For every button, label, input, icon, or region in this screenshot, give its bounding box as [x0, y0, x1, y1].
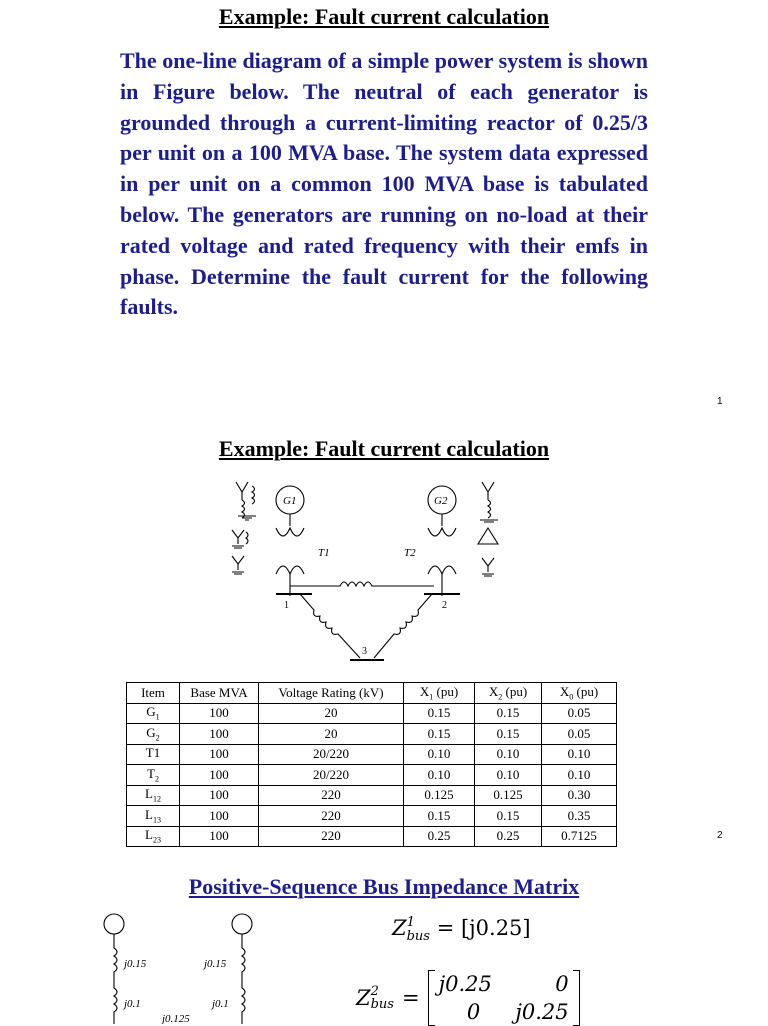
cell-voltage: 20/220: [259, 744, 404, 765]
page-number: 1: [717, 396, 723, 407]
col-voltage: Voltage Rating (kV): [259, 683, 404, 704]
cell-base-mva: 100: [180, 785, 259, 806]
table-header-row: [127, 683, 617, 704]
cell-x2: 0.15: [475, 703, 542, 724]
bus-1-label: 1: [284, 600, 289, 611]
right-trans-reactance: j0.1: [212, 998, 229, 1010]
cell-voltage: 220: [259, 785, 404, 806]
page-number: 2: [717, 830, 723, 841]
cell-x2: 0.125: [475, 785, 542, 806]
delta-icon: [478, 528, 498, 544]
table-row: [127, 806, 617, 827]
cell-item: $G_1$: [127, 703, 180, 724]
t2-wye-icon: [482, 558, 494, 576]
col-base-mva: Base MVA: [180, 683, 259, 704]
cell-x2: 0.15: [475, 724, 542, 745]
col-x2: $X_2$ (pu): [475, 683, 542, 704]
z1-bus-equation: Z 1 bus = [j0.25]: [392, 915, 531, 944]
table-row: [127, 785, 617, 806]
one-line-diagram: [228, 470, 540, 680]
matrix-cell: 0: [555, 972, 569, 996]
cell-item: $L_{13}$: [127, 806, 180, 827]
left-source-icon: [104, 914, 124, 934]
left-trans-reactance: j0.1: [124, 998, 141, 1010]
cell-x2: 0.10: [475, 765, 542, 786]
cell-voltage: 20: [259, 724, 404, 745]
slide2-title: Example: Fault current calculation: [218, 436, 550, 461]
cell-x1: 0.10: [404, 744, 475, 765]
z2-matrix: [428, 970, 580, 1026]
matrix-cell: 0: [466, 1000, 481, 1024]
table-row: [127, 826, 617, 847]
t1-wye-icon: [232, 530, 248, 574]
matrix-cell: j0.25: [438, 972, 492, 996]
cell-item: $T_2$: [127, 765, 180, 786]
problem-statement: The one-line diagram of a simple power system is shown in Figure below. The neutral of each generator is grounded through a current-limiting reactor of 0.25/3 per unit on a 100 MVA base. The system data expressed in per unit on a common 100 MVA base is tabulated below. The generators are running on no-load at their rated voltage and rated frequency with their emfs in phase. Determine the fault current for the following faults.: [120, 48, 648, 320]
cell-item: $L_{23}$: [127, 826, 180, 847]
cell-base-mva: 100: [180, 806, 259, 827]
cell-x0: 0.35: [542, 806, 617, 827]
cell-base-mva: 100: [180, 826, 259, 847]
generator-2-label: G2: [434, 495, 448, 507]
cell-x1: 0.15: [404, 724, 475, 745]
line-reactance: j0.125: [162, 1013, 190, 1024]
transformer-1-label: T1: [318, 547, 330, 559]
matrix-cell: j0.25: [515, 1000, 569, 1024]
cell-x1: 0.25: [404, 826, 475, 847]
generator-1-label: G1: [283, 495, 297, 507]
right-source-icon: [232, 914, 252, 934]
slide1-title: Example: Fault current calculation: [218, 4, 550, 29]
z2-bus-equation: Z 2 bus = j0.25 0 0 j0.25: [356, 970, 580, 1026]
right-gen-reactance: j0.15: [204, 958, 227, 970]
table-row: [127, 744, 617, 765]
cell-x0: 0.10: [542, 765, 617, 786]
cell-x2: 0.10: [475, 744, 542, 765]
cell-x0: 0.7125: [542, 826, 617, 847]
cell-base-mva: 100: [180, 765, 259, 786]
cell-base-mva: 100: [180, 703, 259, 724]
cell-base-mva: 100: [180, 724, 259, 745]
slide3-title: Positive-Sequence Bus Impedance Matrix: [188, 874, 580, 899]
cell-x1: 0.125: [404, 785, 475, 806]
cell-x2: 0.15: [475, 806, 542, 827]
transformer-2-label: T2: [404, 547, 416, 559]
col-item: Item: [127, 683, 180, 704]
left-gen-reactance: j0.15: [124, 958, 147, 970]
cell-voltage: 220: [259, 826, 404, 847]
g1-grounding-icon: [236, 482, 256, 520]
cell-item: $L_{12}$: [127, 785, 180, 806]
positive-sequence-network: [92, 904, 282, 1024]
g2-grounding-icon: [480, 482, 498, 522]
table-row: [127, 765, 617, 786]
bus-3-label: 3: [362, 646, 367, 657]
cell-item: T1: [127, 744, 180, 765]
cell-x1: 0.15: [404, 806, 475, 827]
bus-2-label: 2: [442, 600, 447, 611]
cell-voltage: 20: [259, 703, 404, 724]
cell-voltage: 20/220: [259, 765, 404, 786]
cell-x2: 0.25: [475, 826, 542, 847]
cell-x0: 0.05: [542, 724, 617, 745]
table-row: [127, 703, 617, 724]
system-data-table: [126, 682, 617, 847]
cell-x1: 0.15: [404, 703, 475, 724]
col-x1: $X_1$ (pu): [404, 683, 475, 704]
col-x0: $X_0$ (pu): [542, 683, 617, 704]
cell-voltage: 220: [259, 806, 404, 827]
cell-x0: 0.05: [542, 703, 617, 724]
cell-x1: 0.10: [404, 765, 475, 786]
table-row: [127, 724, 617, 745]
cell-base-mva: 100: [180, 744, 259, 765]
cell-x0: 0.30: [542, 785, 617, 806]
cell-item: $G_2$: [127, 724, 180, 745]
cell-x0: 0.10: [542, 744, 617, 765]
